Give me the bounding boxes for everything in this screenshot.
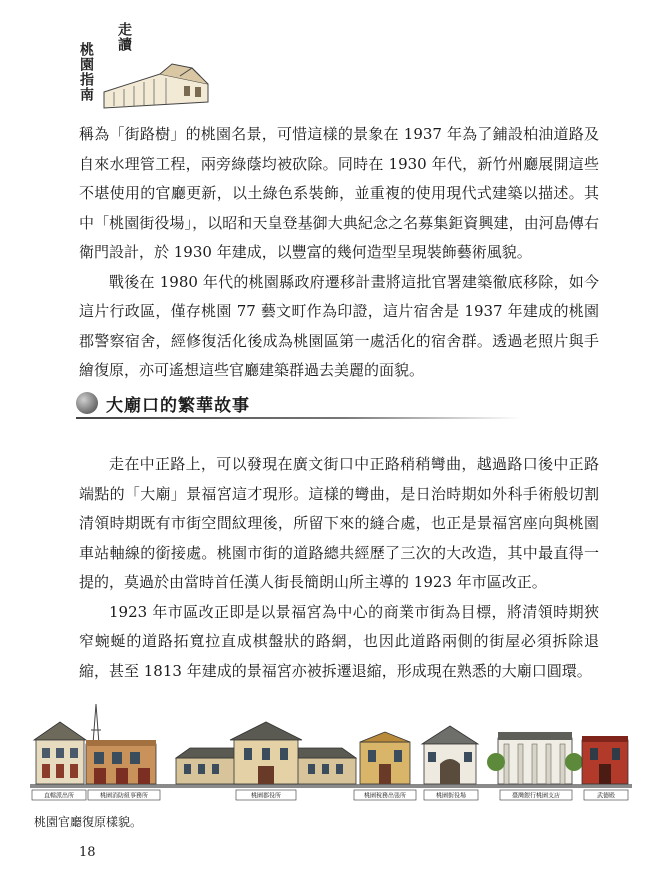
police-station-building [34, 722, 86, 784]
building-label: 桃園街役場 [435, 792, 467, 800]
section-title: 大廟口的繁華故事 [106, 396, 250, 416]
circle-bullet-icon [76, 392, 98, 414]
building-label: 桃園消防組事務所 [99, 792, 149, 800]
badge-line-2: 桃園指南 [78, 42, 94, 102]
section-heading [76, 389, 521, 419]
chapter-badge [28, 16, 173, 108]
building-label: 桃園郡役所 [250, 792, 282, 800]
section-text [79, 450, 599, 686]
county-office-building [176, 722, 356, 784]
fire-station-building [86, 704, 156, 784]
intro-text [79, 120, 599, 386]
martial-arts-hall-building [582, 736, 628, 784]
figure-caption: 桃園官廳復原樣貌。 [34, 815, 143, 829]
tax-office-building [360, 732, 410, 784]
paragraph: 稱為「街路樹」的桃園名景，可惜這樣的景象在 1937 年為了鋪設柏油道路及自來水理管工程，兩旁綠蔭均被砍除。同時在 1930 年代，新竹州廳展開這些不堪使用的官廳更新，以土綠色系裝飾，並重複的使用現代式建築以描述。其中「桃園街役場」，以昭和天皇登基御大典紀念之名募集鉅資興建，由河島傳右衛門設計，於 1930 年建成，以豐富的幾何造型呈現裝飾藝術風貌。 [79, 125, 599, 261]
building-label: 桃園稅務出張所 [363, 792, 407, 800]
building-label: 直轄派出所 [43, 792, 75, 800]
street-office-building [422, 726, 478, 784]
badge-line-1: 走讀 [116, 22, 132, 52]
building-label: 武德殿 [596, 792, 616, 800]
paragraph: 戰後在 1980 年代的桃園縣政府遷移計畫將這批官署建築徹底移除，如今這片行政區，僅存桃園 77 藝文町作為印證，這片宿舍是 1937 年建成的桃園郡警察宿舍，經修復活化後成為桃園區第一處活化的宿舍群。透過老照片與手繪復原，亦可遙想這些官廳建築群過去美麗的面貌。 [79, 272, 599, 379]
paragraph: 1923 年市區改正即是以景福宮為中心的商業市街為目標，將清領時期狹窄蜿蜒的道路拓寬拉直成棋盤狀的路網，也因此道路兩側的街屋必須拆除退縮，甚至 1813 年建成的景福宮亦被拆遷退縮，形成現在熟悉的大廟口圓環。 [79, 602, 599, 680]
building-label: 臺灣銀行桃園支店 [511, 792, 561, 800]
bank-building [487, 732, 583, 784]
building-sketch-icon [100, 62, 210, 110]
paragraph: 走在中正路上，可以發現在廣文街口中正路稍稍彎曲，越過路口後中正路端點的「大廟」景福宮這才現形。這樣的彎曲，是日治時期如外科手術般切割清領時期既有市街空間紋理後，所留下來的縫合處，也正是景福宮座向與桃園車站軸線的銜接處。桃園市街的道路總共經歷了三次的大改造，其中最直得一提的，莫過於由當時首任漢人街長簡朗山所主導的 1923 年市區改正。 [79, 455, 599, 591]
section-underline [76, 417, 521, 419]
page-number: 18 [79, 845, 96, 860]
streetscape-illustration [30, 700, 632, 808]
